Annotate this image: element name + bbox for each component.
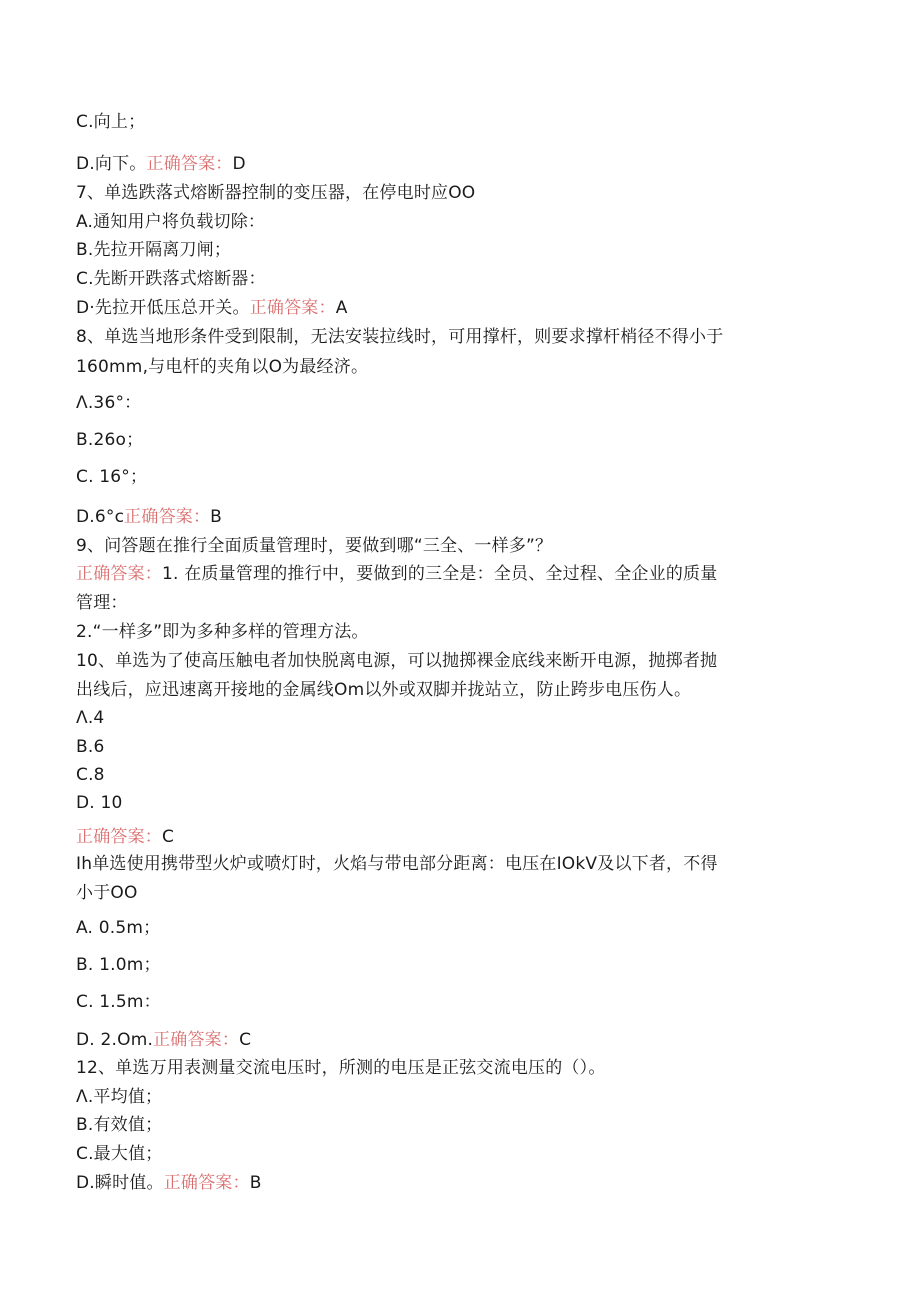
answer-value: C (162, 827, 175, 847)
answer-line: 管理： (76, 593, 128, 613)
option-line: D·先拉开低压总开关。正确答案：A (76, 298, 348, 318)
option-line: B.6 (76, 737, 105, 757)
option-line: C. 16°； (76, 467, 148, 487)
answer-label: 正确答案： (163, 1173, 250, 1193)
answer-value: 1. 在质量管理的推行中，要做到的三全是：全员、全过程、全企业的质量 (162, 564, 718, 584)
option-line: A. 0.5m； (76, 918, 161, 938)
option-line: D. 10 (76, 793, 123, 813)
question-line: 10、单选为了使高压触电者加快脱离电源，可以抛掷裸金底线来断开电源，抛掷者抛 (76, 651, 718, 671)
question-line: Ih单选使用携带型火炉或喷灯时，火焰与带电部分距离：电压在IOkV及以下者，不得 (76, 854, 718, 874)
answer-label: 正确答案： (153, 1030, 240, 1050)
option-line: C.最大值； (76, 1144, 163, 1164)
answer-line (76, 826, 174, 848)
answer-line (76, 563, 717, 585)
question-line: 160mm,与电杆的夹角以O为最经济。 (76, 357, 369, 377)
answer-line: 2.“一样多”即为多种多样的管理方法。 (76, 622, 369, 642)
answer-label: 正确答案： (76, 564, 162, 584)
option-line: B. 1.0m； (76, 955, 161, 975)
answer-value: A (335, 298, 348, 318)
answer-value: B (210, 507, 223, 527)
answer-label: 正确答案： (76, 827, 162, 847)
option-line: A.通知用户将负载切除： (76, 212, 266, 232)
option-line: D.6°c正确答案：B (76, 507, 223, 527)
answer-value: C (239, 1030, 252, 1050)
option-line: B.26o； (76, 430, 144, 450)
answer-label: 正确答案： (249, 298, 336, 318)
option-line: B.先拉开隔离刀闸； (76, 240, 232, 260)
option-line: D.向下。正确答案：D (76, 154, 246, 174)
option-line: Λ.平均值； (76, 1087, 163, 1107)
option-line: C.向上； (76, 112, 146, 132)
option-line: Λ.36°： (76, 393, 142, 413)
option-line: D.瞬时值。正确答案：B (76, 1173, 262, 1193)
option-line: C.先断开跌落式熔断器： (76, 269, 266, 289)
question-line: 8、单选当地形条件受到限制，无法安装拉线时，可用撑杆，则要求撑杆梢径不得小于 (76, 327, 724, 347)
question-line: 7、单选跌落式熔断器控制的变压器，在停电时应OO (76, 183, 476, 203)
question-line: 出线后，应迅速离开接地的金属线Om以外或双脚并拢站立，防止跨步电压伤人。 (76, 680, 692, 700)
question-line: 9、问答题在推行全面质量管理时，要做到哪“三全、一样多”？ (76, 536, 553, 556)
answer-label: 正确答案： (124, 507, 211, 527)
option-line: C. 1.5m： (76, 992, 161, 1012)
answer-label: 正确答案： (146, 154, 233, 174)
option-line: C.8 (76, 765, 105, 785)
answer-value: B (249, 1173, 262, 1193)
answer-value: D (232, 154, 246, 174)
question-line: 小于OO (76, 883, 138, 903)
option-line: Λ.4 (76, 708, 105, 728)
option-line: B.有效值； (76, 1115, 163, 1135)
question-line: 12、单选万用表测量交流电压时，所测的电压是正弦交流电压的（）。 (76, 1058, 606, 1078)
option-line: D. 2.Om.正确答案：C (76, 1030, 252, 1050)
